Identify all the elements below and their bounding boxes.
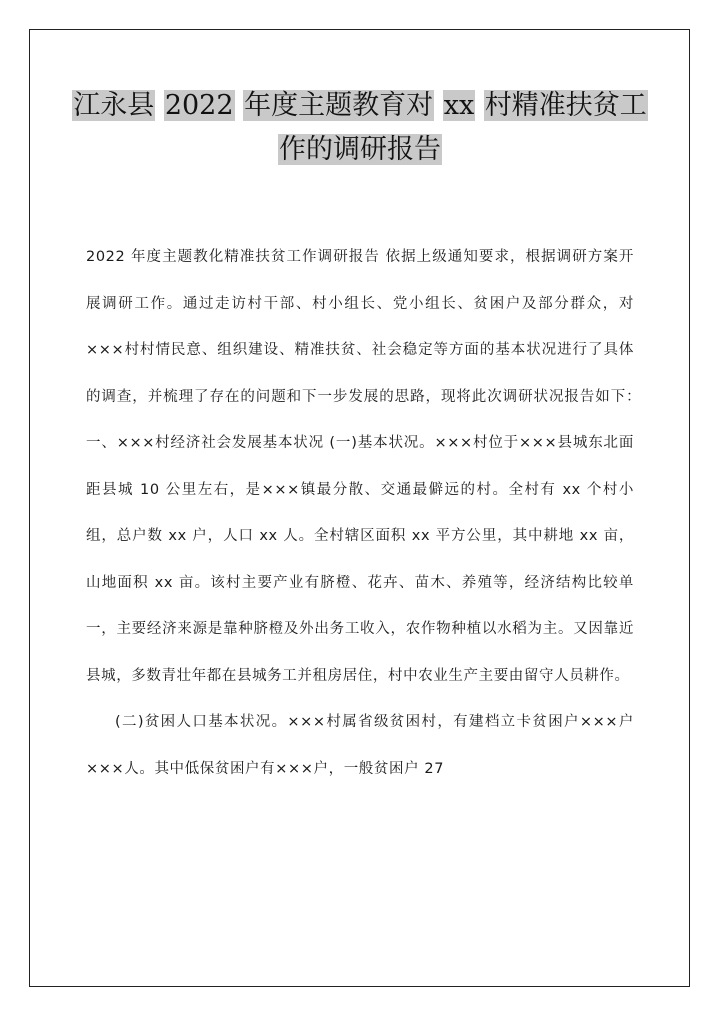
title-part-theme: 年度主题教育对: [244, 90, 434, 121]
title-part-year: 2022: [164, 90, 234, 121]
title-line-1: [60, 84, 660, 128]
document-title: [60, 84, 660, 172]
title-line-2: [60, 128, 660, 172]
paragraph-1: 2022 年度主题教化精准扶贫工作调研报告 依据上级通知要求，根据调研方案开展调研工作。通过走访村干部、村小组长、党小组长、贫困户及部分群众，对×××村村情民意、组织建设、精准扶贫、社会稳定等方面的基本状况进行了具体的调查，并梳理了存在的问题和下一步发展的思路，现将此次调研状况报告如下： 一、×××村经济社会发展基本状况 (一)基本状况。×××村位于×××县城东北面距县城 10 公里左右，是×××镇最分散、交通最僻远的村。全村有 xx 个村小组，总户数 xx 户，人口 xx 人。全村辖区面积 xx 平方公里，其中耕地 xx 亩，山地面积 xx 亩。该村主要产业有脐橙、花卉、苗木、养殖等，经济结构比较单一，主要经济来源是靠种脐橙及外出务工收入，农作物种植以水稻为主。又因靠近县城，多数青壮年都在县城务工并租房居住，村中农业生产主要由留守人员耕作。: [86, 249, 680, 684]
document-body: [86, 234, 680, 792]
paragraph-2: (二)贫困人口基本状况。×××村属省级贫困村，有建档立卡贫困户×××户×××人。其中低保贫困户有×××户，一般贫困户 27: [86, 714, 634, 777]
title-part-county: 江永县: [73, 90, 155, 121]
title-part-report: 作的调研报告: [279, 134, 441, 165]
title-part-village: 村精准扶贫工: [484, 90, 647, 121]
title-part-xx: xx: [443, 90, 475, 121]
